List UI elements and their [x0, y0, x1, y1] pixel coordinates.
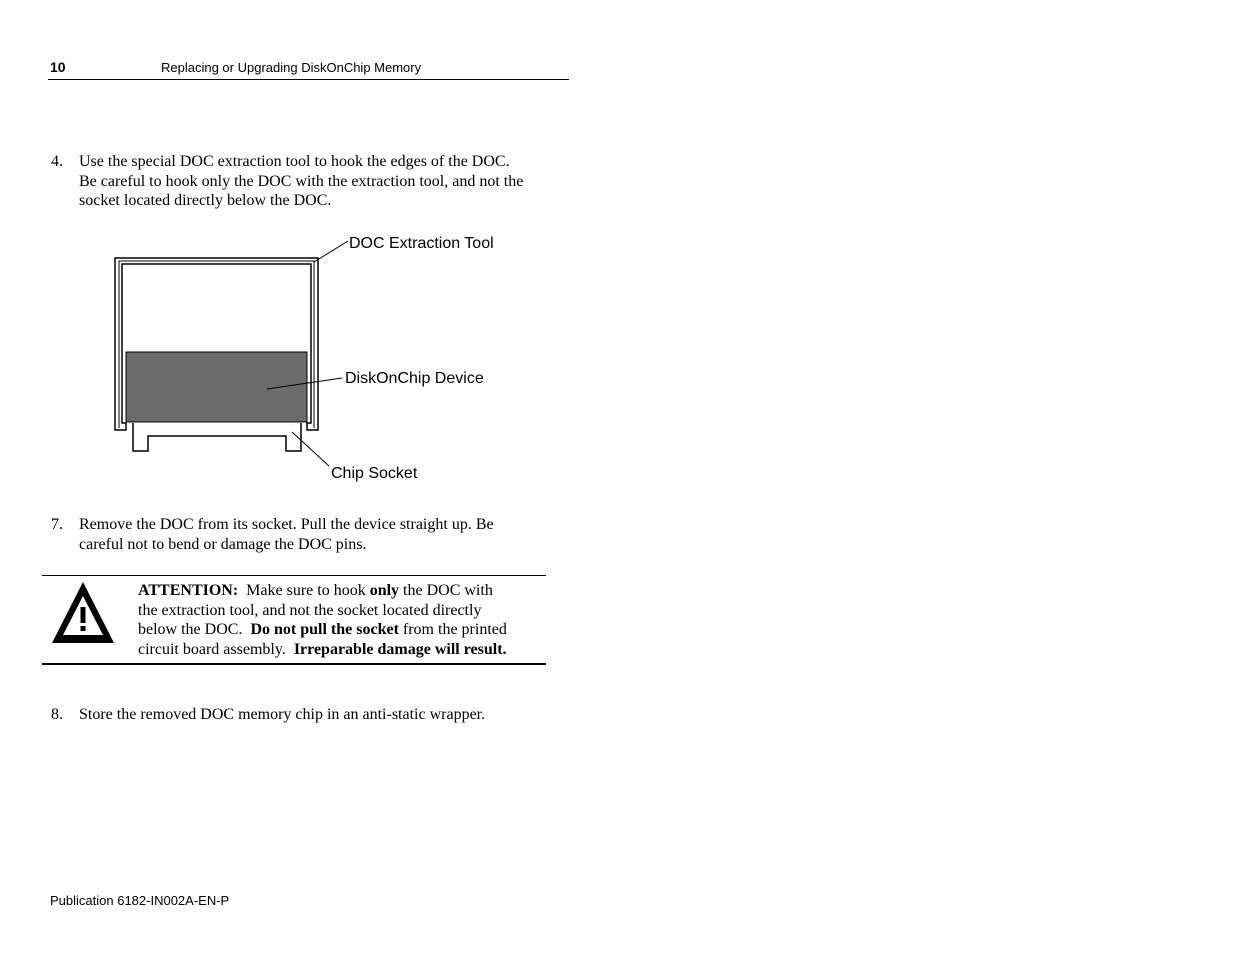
emphasis-only: only: [369, 582, 400, 599]
running-title: Replacing or Upgrading DiskOnChip Memory: [161, 60, 422, 75]
step-line: Be careful to hook only the DOC with the extraction tool, and not the: [79, 172, 524, 190]
label-extraction-tool: DOC Extraction Tool: [349, 235, 494, 252]
step-number: 7.: [51, 516, 63, 533]
chip-socket: [133, 423, 301, 451]
step-text: [79, 515, 494, 554]
warning-triangle-icon: [50, 580, 116, 646]
step-line: Use the special DOC extraction tool to hook the edges of the DOC.: [79, 153, 510, 170]
attention-line: below the DOC. Do not pull the socket from the printed: [138, 621, 507, 638]
attention-lead: ATTENTION:: [138, 582, 239, 599]
leader-socket: [292, 432, 329, 466]
leader-device: [267, 378, 342, 389]
label-diskonchip-device: DiskOnChip Device: [345, 370, 484, 387]
step-line: careful not to bend or damage the DOC pins.: [79, 535, 367, 553]
page-number: 10: [50, 59, 66, 75]
label-chip-socket: Chip Socket: [331, 465, 418, 482]
step-number: 4.: [51, 153, 63, 170]
emphasis-socket: Do not pull the socket: [250, 621, 399, 638]
step-line: Store the removed DOC memory chip in an anti-static wrapper.: [79, 706, 486, 723]
attention-line: circuit board assembly. Irreparable damage will result.: [138, 640, 507, 658]
leader-tool: [314, 241, 348, 262]
extraction-tool-outline: [115, 258, 318, 430]
step-line: Remove the DOC from its socket. Pull the device straight up. Be: [79, 516, 494, 533]
header-rule: [48, 79, 569, 80]
attention-line: ATTENTION: Make sure to hook only the DOC with: [138, 582, 493, 599]
step-number: 8.: [51, 706, 63, 723]
emphasis-damage: Irreparable damage will result.: [293, 640, 507, 658]
attention-line: the extraction tool, and not the socket located directly: [138, 601, 482, 619]
attention-bottom-rule: [42, 663, 546, 665]
diskonchip-device: [126, 352, 307, 422]
step-text: [79, 152, 523, 211]
attention-message: [138, 581, 548, 659]
step-line: socket located directly below the DOC.: [79, 192, 332, 209]
publication-footer: Publication 6182-IN002A-EN-P: [50, 893, 230, 908]
extraction-tool-inner: [119, 261, 314, 428]
step-text: [79, 705, 485, 725]
attention-top-rule: [42, 575, 546, 576]
